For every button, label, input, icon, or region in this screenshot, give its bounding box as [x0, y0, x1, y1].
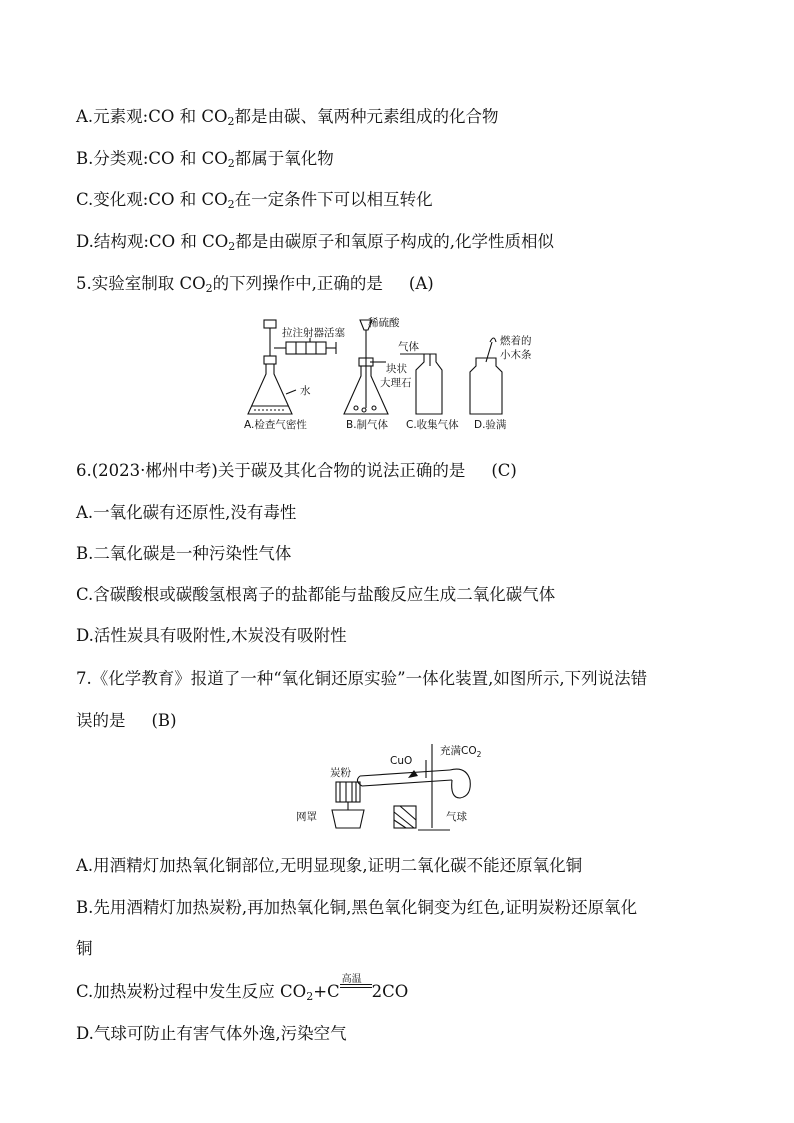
label-gauze: 网罩	[296, 811, 317, 823]
flask-b	[344, 320, 388, 414]
q6-option-b: B.二氧化碳是一种污染性气体	[76, 544, 292, 563]
caption-d: D.验满	[474, 419, 507, 431]
caption-a: A.检查气密性	[244, 419, 307, 431]
label-acid: 稀硫酸	[368, 317, 400, 329]
label-water: 水	[300, 385, 311, 397]
q7-option-c: C.加热炭粉过程中发生反应 $CO_2+C$ 高温 2CO	[76, 974, 409, 1003]
q7-answer: (B)	[151, 711, 177, 730]
caption-b: B.制气体	[346, 419, 389, 431]
q4-option-a: A.元素观:CO 和 $CO_2$都是由碳、氧两种元素组成的化合物	[76, 107, 499, 128]
q5-figure	[240, 314, 560, 434]
caption-c: C.收集气体	[406, 419, 459, 431]
q7-option-b-line1: B.先用酒精灯加热炭粉,再加热氧化铜,黑色氧化铜变为红色,证明炭粉还原氧化	[76, 898, 638, 917]
q5-stem: 5.实验室制取 $CO_2$的下列操作中,正确的是 (A)	[76, 274, 434, 295]
label-co2: 充满$CO_2$	[440, 745, 482, 759]
q6-answer: (C)	[491, 461, 517, 480]
label-marble-2: 大理石	[380, 377, 412, 389]
q5-answer: (A)	[408, 274, 434, 293]
label-syringe: 拉注射器活塞	[282, 327, 345, 339]
label-marble-1: 块状	[386, 363, 407, 375]
q4-option-d: D.结构观:CO 和 $CO_2$都是由碳原子和氧原子构成的,化学性质相似	[76, 232, 554, 253]
q7-option-b-line2: 铜	[76, 939, 93, 958]
label-cuo: CuO	[390, 755, 413, 767]
q7-option-a: A.用酒精灯加热氧化铜部位,无明显现象,证明二氧化碳不能还原氧化铜	[76, 856, 583, 875]
q6-stem: 6.(2023·郴州中考)关于碳及其化合物的说法正确的是 (C)	[76, 461, 517, 480]
label-carbon: 炭粉	[330, 767, 351, 779]
label-stick-1: 燃着的	[500, 335, 532, 347]
alcohol-lamp	[332, 782, 364, 828]
q7-stem-line2: 误的是 (B)	[76, 711, 177, 730]
q6-option-d: D.活性炭具有吸附性,木炭没有吸附性	[76, 626, 347, 645]
q6-option-a: A.一氧化碳有还原性,没有毒性	[76, 503, 297, 522]
label-balloon: 气球	[446, 811, 467, 823]
q4-option-b: B.分类观:CO 和 $CO_2$都属于氧化物	[76, 149, 334, 170]
reaction-tube	[357, 760, 470, 798]
reaction-condition: 高温	[340, 983, 372, 997]
q7-stem-line1: 7.《化学教育》报道了一种“氧化铜还原实验”一体化装置,如图所示,下列说法错	[76, 669, 648, 688]
bottle-d	[470, 338, 502, 414]
label-gas: 气体	[398, 341, 419, 353]
label-stick-2: 小木条	[500, 349, 532, 361]
q7-option-d: D.气球可防止有害气体外逸,污染空气	[76, 1024, 347, 1043]
q6-option-c: C.含碳酸根或碳酸氢根离子的盐都能与盐酸反应生成二氧化碳气体	[76, 585, 556, 604]
q7-figure	[290, 740, 500, 840]
q4-option-c: C.变化观:CO 和 $CO_2$在一定条件下可以相互转化	[76, 190, 433, 211]
